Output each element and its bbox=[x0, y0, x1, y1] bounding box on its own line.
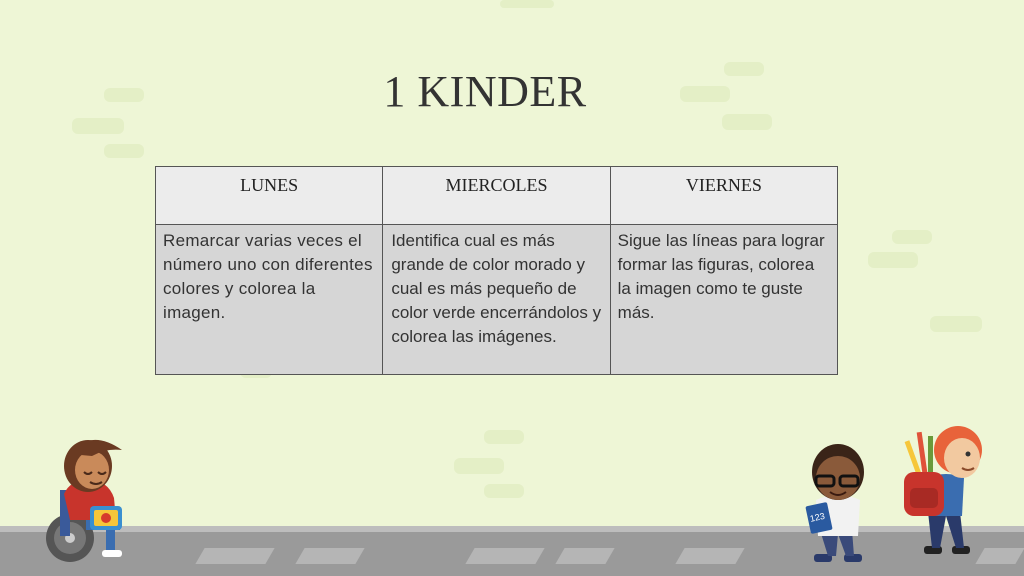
background-brick bbox=[484, 430, 524, 444]
background-brick bbox=[892, 230, 932, 244]
activity-cell-lunes: Remarcar varias veces el número uno con diferentes colores y colorea la imagen. bbox=[156, 225, 383, 375]
background-brick bbox=[454, 458, 504, 474]
column-header-lunes: LUNES bbox=[156, 167, 383, 225]
background-brick bbox=[930, 316, 982, 332]
sidewalk-tile bbox=[555, 548, 614, 564]
boy-with-book-illustration bbox=[798, 438, 886, 568]
column-header-miercoles: MIERCOLES bbox=[383, 167, 610, 225]
page-title: 1 KINDER bbox=[383, 67, 587, 116]
background-brick bbox=[868, 252, 918, 268]
table-header-row bbox=[156, 167, 838, 225]
schedule-table bbox=[155, 166, 838, 375]
boy-with-backpack-illustration bbox=[898, 412, 994, 562]
background-brick bbox=[500, 0, 554, 8]
girl-wheelchair-illustration bbox=[30, 424, 160, 566]
sidewalk-tile bbox=[295, 548, 364, 564]
sidewalk-tile bbox=[675, 548, 744, 564]
sidewalk-tile bbox=[195, 548, 274, 564]
table-row bbox=[156, 225, 838, 375]
column-header-viernes: VIERNES bbox=[610, 167, 837, 225]
background-brick bbox=[104, 144, 144, 158]
activity-cell-viernes: Sigue las líneas para lograr formar las figuras, colorea la imagen como te guste más. bbox=[610, 225, 837, 375]
sidewalk-tile bbox=[465, 548, 544, 564]
book-label: 123 bbox=[808, 510, 826, 524]
activity-cell-miercoles: Identifica cual es más grande de color morado y cual es más pequeño de color verde encerrándolos y colorea las imágenes. bbox=[383, 225, 610, 375]
background-brick bbox=[484, 484, 524, 498]
background-brick bbox=[72, 118, 124, 134]
